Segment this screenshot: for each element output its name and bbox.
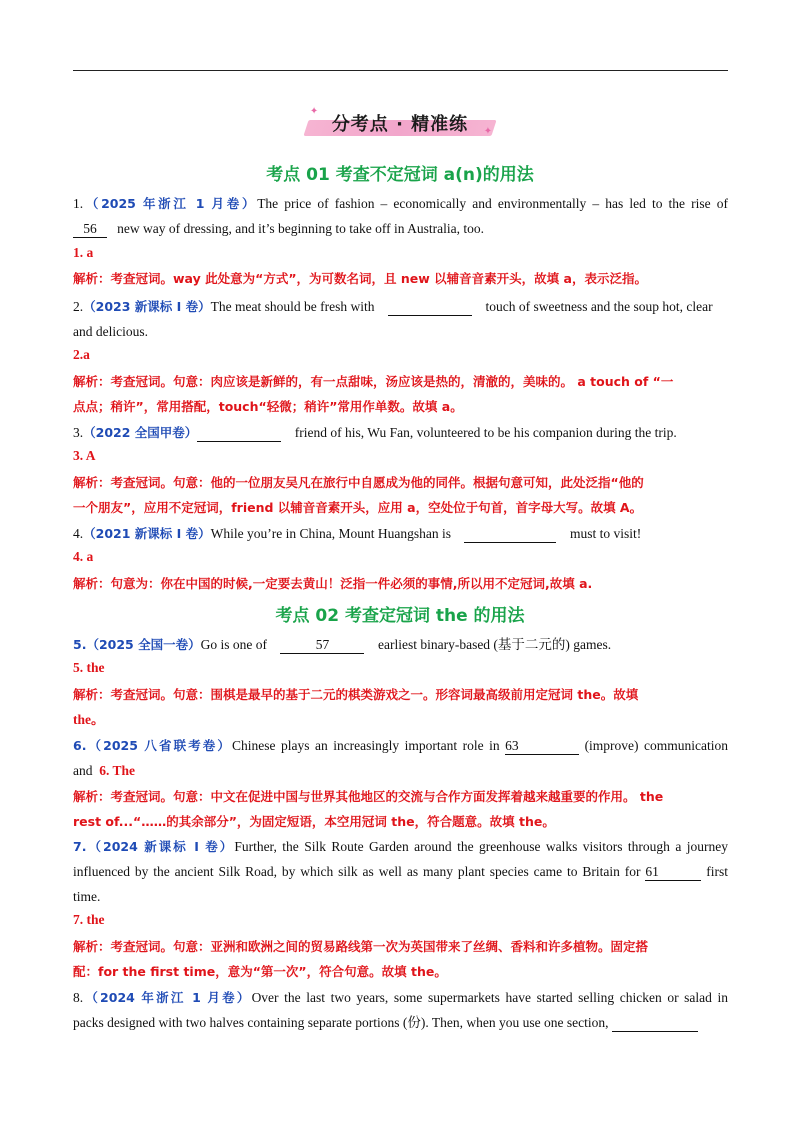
question-text: Over the last two years, some supermarkets have started selling chicken or salad in (251, 990, 728, 1005)
question-text: must to visit! (569, 526, 642, 541)
answer-blank (612, 1015, 698, 1032)
q4-line1 (73, 521, 728, 546)
q3-answer: 3. A (73, 448, 96, 463)
question-text: and delicious. (73, 324, 148, 339)
q1-analysis (73, 266, 728, 291)
question-number: 4. (73, 526, 84, 541)
question-source: （2024 年浙江 1 月卷） (83, 990, 252, 1005)
analysis-text: the。 (73, 712, 105, 727)
question-text: While you’re in China, Mount Huangshan is (210, 526, 451, 541)
q2-answer: 2.a (73, 347, 90, 362)
answer-blank: 63 (505, 738, 579, 755)
analysis-text: 解析：考查冠词。句意：他的一位朋友吴凡在旅行中自愿成为他的同伴。根据句意可知，此处泛指“他的 (73, 475, 644, 490)
question-number: 8. (73, 990, 84, 1005)
question-text: new way of dressing, and it’s beginning to take off in Australia, too. (117, 221, 484, 236)
q3-analysis-1 (73, 470, 728, 495)
analysis-text: 解析：考查冠词。句意：肉应该是新鲜的，有一点甜味，汤应该是热的，清澈的，美味的。 a touch of “一 (73, 374, 674, 389)
q4-analysis (73, 571, 728, 596)
q2-line2 (73, 319, 728, 344)
q7-line2 (73, 859, 728, 884)
question-text: influenced by the ancient Silk Road, by which silk as well as many plant species came to Britain for (73, 864, 641, 879)
question-number: 7. (73, 839, 87, 854)
sparkle-icon: ✦ (309, 106, 319, 117)
section-title-01: 考点 01 考查不定冠词 a(n)的用法 (266, 165, 534, 185)
banner-title: 分考点 · 精准练 (331, 114, 469, 135)
question-number: 1. (73, 196, 84, 211)
question-text: touch of sweetness and the soup hot, clear (485, 299, 713, 314)
answer-blank: 56 (73, 221, 107, 238)
answer-blank: 61 (645, 864, 701, 881)
q8-line1 (73, 985, 728, 1010)
question-text: Go is one of (200, 637, 267, 652)
answer-blank (197, 425, 281, 442)
q2-analysis-2 (73, 394, 728, 419)
question-text: first (706, 864, 728, 879)
q7-line1 (73, 834, 728, 859)
q2-analysis-1 (73, 369, 728, 394)
q5-line1 (73, 632, 728, 657)
question-text: The price of fashion – economically and environmentally – has led to the rise of (257, 196, 728, 211)
q6-line2 (73, 758, 728, 783)
question-text: The meat should be fresh with (210, 299, 375, 314)
q7-line3 (73, 884, 728, 909)
question-source: （2025 八省联考卷） (86, 738, 233, 753)
q6-line1 (73, 733, 728, 758)
section-title-02: 考点 02 考查定冠词 the 的用法 (275, 606, 525, 626)
analysis-text: 一个朋友”，应用不定冠词，friend 以辅音音素开头，应用 a，空处位于句首，首字母大写。故填 A。 (73, 500, 643, 515)
header-rule (73, 70, 728, 71)
question-number: 2. (73, 299, 84, 314)
analysis-text: 点点；稍许”，常用搭配，touch“轻微；稍许”常用作单数。故填 a。 (73, 399, 463, 414)
q6-analysis-2 (73, 809, 728, 834)
answer-blank: 57 (280, 637, 364, 654)
question-source: （2023 新课标 I 卷） (83, 299, 211, 314)
question-number: 6. (73, 738, 87, 753)
sparkle-icon: ✦ (483, 126, 493, 137)
answer-blank (464, 526, 556, 543)
q8-line2 (73, 1010, 728, 1035)
question-source: （2024 新课标 I 卷） (86, 839, 235, 854)
question-text: Further, the Silk Route Garden around the greenhouse walks visitors through a journey (234, 839, 728, 854)
q5-analysis-2 (73, 707, 728, 732)
question-text: (improve) communication (584, 738, 728, 753)
analysis-text: 解析：考查冠词。句意：围棋是最早的基于二元的棋类游戏之一。形容词最高级前用定冠词 the。故填 (73, 687, 639, 702)
answer-blank (388, 299, 472, 316)
question-text: time. (73, 889, 101, 904)
q7-analysis-2 (73, 959, 728, 984)
question-text: packs designed with two halves containing separate portions (份). Then, when you use one section, (73, 1015, 609, 1030)
analysis-text: 解析：考查冠词。句意：亚洲和欧洲之间的贸易路线第一次为英国带来了丝绸、香料和许多植物。固定搭 (73, 939, 649, 954)
question-number: 3. (73, 425, 84, 440)
question-text: and (73, 763, 93, 778)
section-banner (0, 106, 800, 140)
q7-analysis-1 (73, 934, 728, 959)
question-number: 5. (73, 637, 87, 652)
q1-line1 (73, 191, 728, 216)
q1-answer: 1. a (73, 245, 94, 260)
question-source: （2025 年浙江 1 月卷） (83, 196, 258, 211)
question-source: （2022 全国甲卷） (83, 425, 198, 440)
q1-line2 (73, 216, 728, 241)
q5-analysis-1 (73, 682, 728, 707)
q3-line1 (73, 420, 728, 445)
analysis-text: rest of...“……的其余部分”，为固定短语，本空用冠词 the，符合题意。故填 the。 (73, 814, 555, 829)
q6-analysis-1 (73, 784, 728, 809)
q6-answer: 6. The (99, 763, 136, 778)
question-text: friend of his, Wu Fan, volunteered to be his companion during the trip. (294, 425, 677, 440)
question-source: （2025 全国一卷） (86, 637, 201, 652)
question-text: Chinese plays an increasingly important role in (232, 738, 500, 753)
analysis-text: 解析：考查冠词。way 此处意为“方式”，为可数名词，且 new 以辅音音素开头，故填 a，表示泛指。 (73, 271, 647, 286)
q4-answer: 4. a (73, 549, 94, 564)
question-source: （2021 新课标 I 卷） (83, 526, 211, 541)
q3-analysis-2 (73, 495, 728, 520)
analysis-text: 解析：句意为：你在中国的时候,一定要去黄山！泛指一件必须的事情,所以用不定冠词,故填 a. (73, 576, 593, 591)
analysis-text: 配：for the first time，意为“第一次”，符合句意。故填 the。 (73, 964, 447, 979)
question-text: earliest binary-based (基于二元的) games. (377, 637, 612, 652)
q2-line1 (73, 294, 728, 319)
analysis-text: 解析：考查冠词。句意：中文在促进中国与世界其他地区的交流与合作方面发挥着越来越重要的作用。 the (73, 789, 664, 804)
q5-answer: 5. the (73, 660, 105, 675)
q7-answer: 7. the (73, 912, 105, 927)
